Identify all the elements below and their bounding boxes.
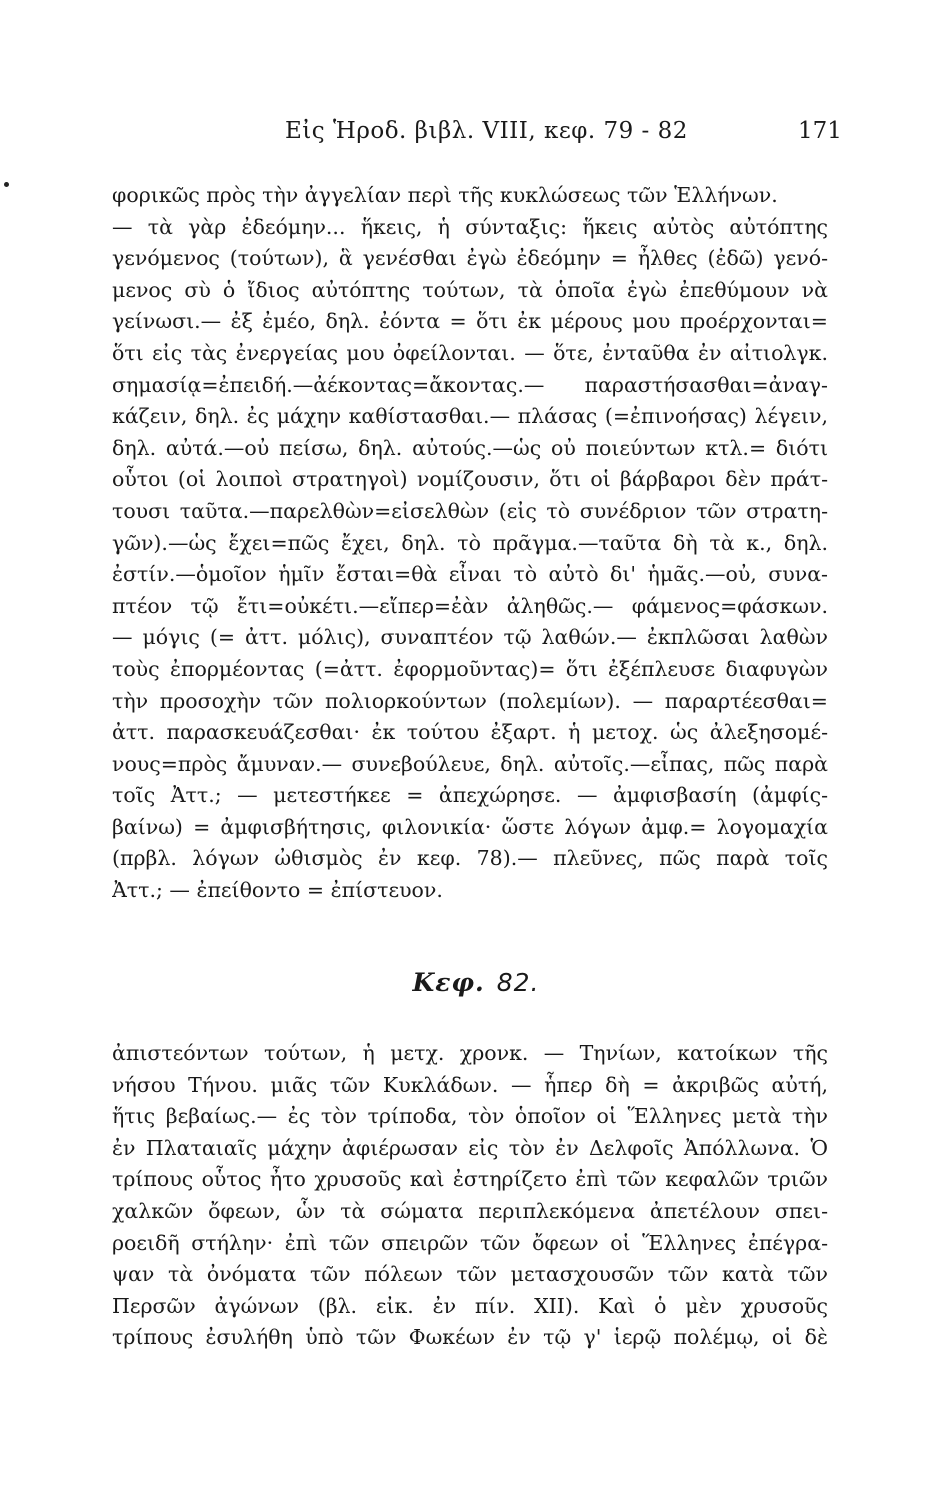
chapter-label: Κεφ. [412,968,485,997]
text-line: νους=πρὸς ἄμυναν.— συνεβούλευε, δηλ. αὐτοῖς.—εἶπας, πῶς παρὰ [112,751,828,776]
text-line: σημασίᾳ=ἐπειδή.—ἀέκοντας=ἄκοντας.— παραστήσασθαι=ἀναγ- [112,372,828,397]
text-line: ἐστίν.—ὁμοῖον ἡμῖν ἔσται=θὰ εἶναι τὸ αὐτὸ δι' ἡμᾶς.—οὐ, συνα- [112,562,828,587]
text-line: τοὺς ἐπορμέοντας (=ἀττ. ἐφορμοῦντας)= ὅτι ἐξέπλευσε διαφυγὼν [112,656,828,681]
text-line: — μόγις (= ἀττ. μόλις), συναπτέον τῷ λαθών.— ἐκπλῶσαι λαθὼν [112,625,828,650]
page-number: 171 [798,118,842,144]
running-head: Εἰς Ἡροδ. βιβλ. VIII, κεφ. 79 - 82 [285,118,688,144]
text-line: ψαν τὰ ὀνόματα τῶν πόλεων τῶν μετασχουσῶν τῶν κατὰ τῶν [112,1262,828,1287]
text-line: ἀττ. παρασκευάζεσθαι· ἐκ τούτου ἐξαρτ. ἡ μετοχ. ὡς ἀλεξησομέ- [112,720,828,745]
text-line: γενόμενος (τούτων), ἃ γενέσθαι ἐγὼ ἐδεόμην = ἦλθες (ἐδῶ) γενό- [112,246,828,271]
chapter-number: 82. [496,968,540,997]
text-line: ἥτις βεβαίως.— ἐς τὸν τρίποδα, τὸν ὁποῖον οἱ Ἕλληνες μετὰ τὴν [112,1104,828,1129]
chapter-heading [0,968,952,997]
text-line: ροειδῆ στήλην· ἐπὶ τῶν σπειρῶν τῶν ὄφεων οἱ Ἕλληνες ἐπέγρα- [112,1230,828,1255]
text-line: (πρβλ. λόγων ὠθισμὸς ἐν κεφ. 78).— πλεῦνες, πῶς παρὰ τοῖς [112,846,828,871]
text-line: οὗτοι (οἱ λοιποὶ στρατηγοὶ) νομίζουσιν, ὅτι οἱ βάρβαροι δὲν πράτ- [112,467,828,492]
text-line: τρίπους ἐσυλήθη ὑπὸ τῶν Φωκέων ἐν τῷ γ' ἱερῷ πολέμῳ, οἱ δὲ [112,1325,828,1350]
text-line: ἐν Πλαταιαῖς μάχην ἀφιέρωσαν εἰς τὸν ἐν Δελφοῖς Ἀπόλλωνα. Ὁ [112,1135,828,1160]
text-line: δηλ. αὐτά.—οὐ πείσω, δηλ. αὐτούς.—ὡς οὐ ποιεύντων κτλ.= διότι [112,435,828,460]
text-line: βαίνω) = ἀμφισβήτησις, φιλονικία· ὥστε λόγων ἀμφ.= λογομαχία [112,814,828,839]
text-line: ὅτι εἰς τὰς ἐνεργείας μου ὀφείλονται. — ὅτε, ἐνταῦθα ἐν αἰτιολγκ. [112,340,828,365]
text-line: χαλκῶν ὄφεων, ὧν τὰ σώματα περιπλεκόμενα ἀπετέλουν σπει- [112,1198,828,1223]
text-line: νήσου Τήνου. μιᾶς τῶν Κυκλάδων. — ἧπερ δὴ = ἀκριβῶς αὐτή, [112,1072,828,1097]
commentary-chapter-82 [112,1038,828,1354]
commentary-chapter-81 [112,180,828,907]
margin-ink-mark [4,182,9,187]
text-line: πτέον τῷ ἔτι=οὐκέτι.—εἴπερ=ἐὰν ἀληθῶς.— φάμενος=φάσκων. [112,593,828,618]
text-line: — τὰ γὰρ ἐδεόμην... ἥκεις, ἡ σύνταξις: ἥκεις αὐτὸς αὐτόπτης [112,214,828,239]
text-line: Περσῶν ἀγώνων (βλ. εἰκ. ἐν πίν. XII). Καὶ ὁ μὲν χρυσοῦς [112,1293,828,1318]
text-line: τουσι ταῦτα.—παρελθὼν=εἰσελθὼν (εἰς τὸ συνέδριον τῶν στρατη- [112,498,828,523]
text-line: Ἀττ.; — ἐπείθοντο = ἐπίστευον. [112,878,443,903]
text-line: ἀπιστεόντων τούτων, ἡ μετχ. χρονκ. — Τηνίων, κατοίκων τῆς [112,1041,828,1065]
text-line: τοῖς Ἀττ.; — μετεστήκεε = ἀπεχώρησε. — ἀμφισβασίη (ἀμφίς- [112,783,828,808]
page-header [0,118,952,158]
text-line: κάζειν, δηλ. ἐς μάχην καθίστασθαι.— πλάσας (=ἐπινοήσας) λέγειν, [112,404,828,429]
text-line: τρίπους οὗτος ἦτο χρυσοῦς καὶ ἐστηρίζετο ἐπὶ τῶν κεφαλῶν τριῶν [112,1167,828,1192]
text-line: γείνωσι.— ἐξ ἐμέο, δηλ. ἐόντα = ὅτι ἐκ μέρους μου προέρχονται= [112,309,828,334]
text-line: μενος σὺ ὁ ἴδιος αὐτόπτης τούτων, τὰ ὁποῖα ἐγὼ ἐπεθύμουν νὰ [112,277,828,302]
text-line: γῶν).—ὡς ἔχει=πῶς ἔχει, δηλ. τὸ πρᾶγμα.—ταῦτα δὴ τὰ κ., δηλ. [112,530,828,555]
text-line: τὴν προσοχὴν τῶν πολιορκούντων (πολεμίων). — παραρτέεσθαι= [112,688,828,713]
text-line: φορικῶς πρὸς τὴν ἀγγελίαν περὶ τῆς κυκλώσεως τῶν Ἑλλήνων. [112,183,778,207]
